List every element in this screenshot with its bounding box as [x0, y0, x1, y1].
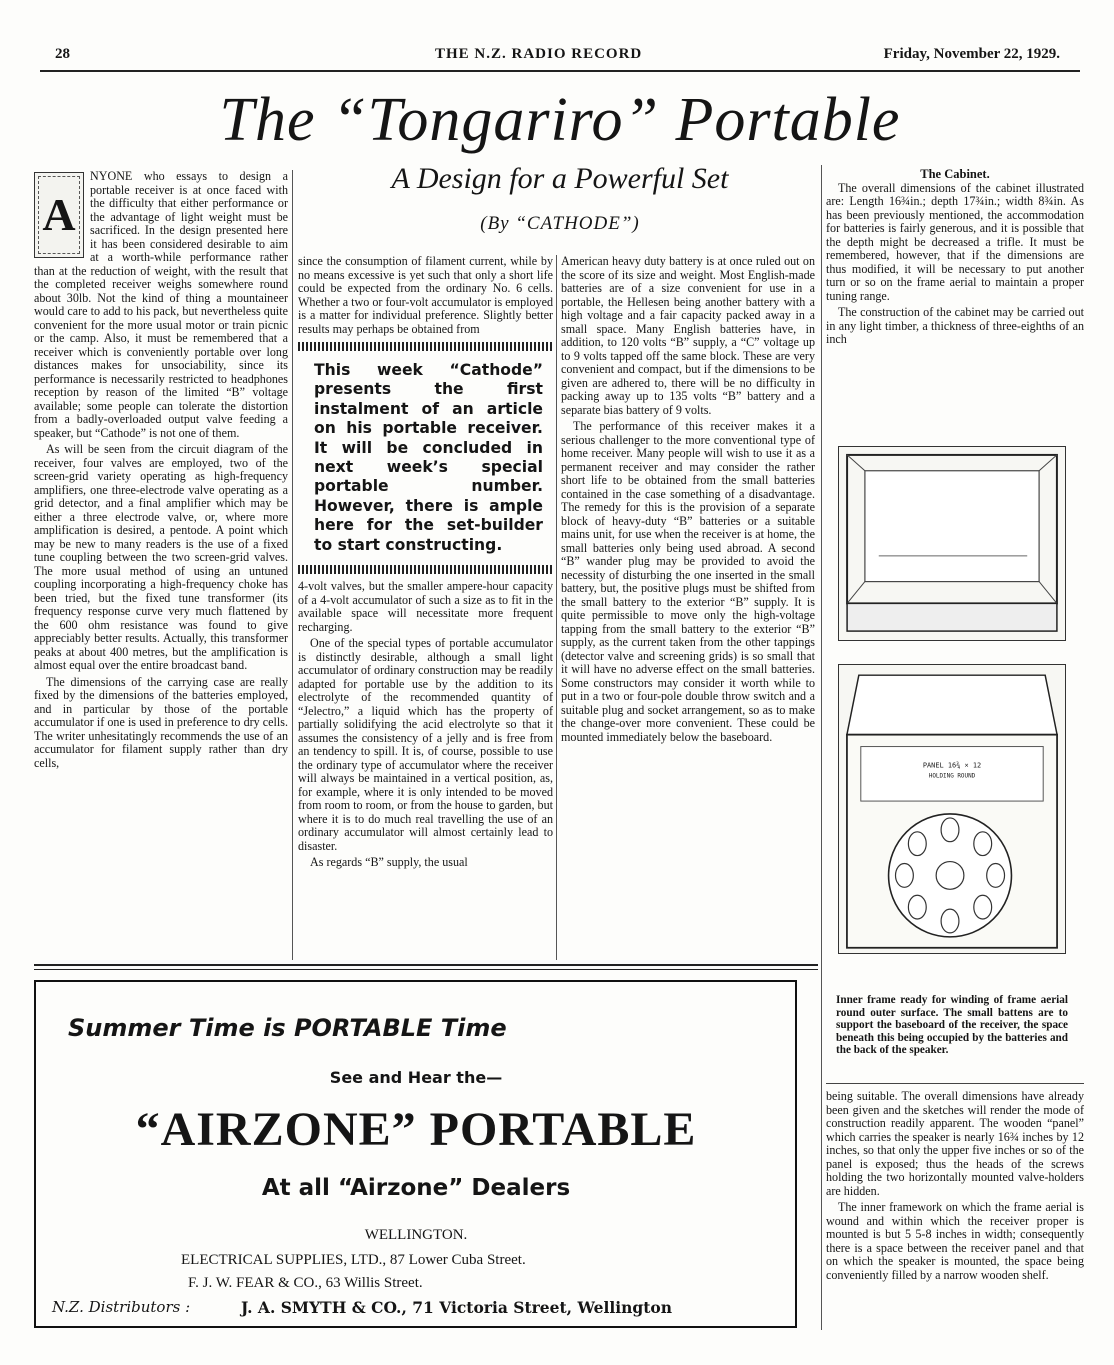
frame-inner — [865, 471, 1039, 582]
col2-paragraph: One of the special types of portable accumulator is distinctly desirable, although a small light accumulator of ordinary construction may be readily adapted for portable use by the addition to its electrolyte of the recommended quantity of “Jelectro,” a liquid which has the property of partially solidifying the acid electrolyte so that it assumes the consistency of a jelly and is free from an tendency to spill. It is, of course, possible to use the ordinary type of accumulator where the receiver will always be maintained in a vertical position, as, for example, where it is only intended to be moved from room to room, or from the house to garden, but where it is to do much real travelling the use of an ordinary accumulator will almost certainly lead to disaster. — [298, 636, 553, 853]
column-1 — [34, 170, 288, 960]
col3-paragraph: The performance of this receiver makes it a serious challenger to the more conventional type of home receiver. Many people will wish to use it as a permanent receiver and may consider the rather short life to be obtained from the small batteries contained in the case something of a disadvantage. The remedy for this is the provision of a separate block of heavy-duty “B” batteries or a suitable mains unit, for use when the receiver is at home, the small batteries only being used abroad. A second “B” wander plug may be provided to avoid the necessity of disturbing the one inserted in the small battery, but, the positive plugs must be shifted from the small battery to the exterior “B” supply. It is quite permissible to move only the high-voltage tapping from the small battery to the exterior “B” supply, as the current taken from the other tappings (detector valve and screening grids) is so small that it will have no adverse effect on the small batteries. Some constructors may consider it worth while to put in a two or four-pole double throw switch and a suitable plug and socket arrangement, so as to make the change-over more convenient. These could be mounted immediately below the baseboard. — [561, 419, 815, 744]
ad-dealer-line: ELECTRICAL SUPPLIES, LTD., 87 Lower Cuba Street. — [181, 1252, 526, 1268]
article-end-rule — [34, 969, 818, 970]
ad-dealer-line: F. J. W. FEAR & CO., 63 Willis Street. — [188, 1275, 423, 1291]
issue-date: Friday, November 22, 1929. — [883, 46, 1060, 62]
panel-label: HOLDING ROUND — [928, 772, 976, 780]
masthead-rule — [40, 70, 1080, 72]
ad-city: WELLINGTON. — [364, 1227, 468, 1243]
column-4-bottom — [826, 1090, 1084, 1335]
ad-dealers: At all “Airzone” Dealers — [261, 1175, 571, 1201]
col1-paragraph: As will be seen from the circuit diagram of the receiver, four valves are employed, two of the screen-grid variety operating as high-frequency amplifiers, one three-electrode valve operating as a grid detector, and a final amplifier which may be either a three electrode valve, or, where more amplification is desired, a pentode. A point which may be new to many readers is the use of a fixed tune coupling between the two screen-grid valves. The more usual method of using an untuned coupling incorporating a high-frequency choke has been tried, but the fixed tune transformer (its frequency response curve very much flattened by the 600 ohm resistance was found to give appreciably better results. Actually, this transformer peaks at about 400 metres, but the amplification is almost equal over the entire broadcast band. — [34, 442, 288, 672]
frame-edge — [847, 582, 865, 604]
dotted-rule — [298, 342, 553, 351]
dotted-rule — [298, 565, 553, 574]
col4-paragraph: The construction of the cabinet may be carried out in any light timber, a thickness of three-eighths of an inch — [826, 305, 1084, 346]
dropcap-letter: A — [42, 189, 76, 241]
dropcap-ornament — [34, 172, 84, 258]
article-end-rule — [34, 964, 818, 966]
article-title: The “Tongariro” Portable — [219, 86, 901, 154]
lid — [847, 675, 1057, 734]
figure-speaker-panel — [838, 664, 1066, 954]
article-subtitle: A Design for a Powerful Set — [391, 162, 729, 195]
speaker-grille — [889, 814, 1012, 937]
column-3 — [561, 255, 815, 960]
col2-paragraph: As regards “B” supply, the usual — [310, 855, 468, 870]
caption-rule — [826, 1083, 1084, 1084]
publication-name: THE N.Z. RADIO RECORD — [435, 46, 643, 62]
masthead — [40, 44, 1080, 68]
col3-paragraph: American heavy duty battery is at once ruled out on the score of its size and weight. Most English-made batteries are of a size convenient for use in a portable, the Hellesen being another battery with a high voltage and a fair capacity packed away in a small space. Many English batteries have, in addition, to 120 volts “B” supply, a “C” voltage up to 9 volts tapped off the same block. These are very convenient and compact, but if the dimensions to be given are adhered to, there will be no difficulty in packing away up to 135 volts “B” battery and a separate bias battery of 9 volts. — [561, 254, 815, 417]
ad-see-and-hear: See and Hear the— — [329, 1068, 503, 1087]
frame-edge — [847, 455, 865, 471]
ad-distributors-label: N.Z. Distributors : — [52, 1298, 191, 1316]
figure-caption: Inner frame ready for winding of frame aerial round outer surface. The small battens are to support the baseboard of the receiver, the space beneath this being occupied by the batteries and the back of the speaker. — [836, 994, 1068, 1057]
frame-edge — [1039, 582, 1057, 604]
ad-product-name: “AIRZONE” PORTABLE — [135, 1103, 697, 1156]
col2-paragraph: 4-volt valves, but the smaller ampere-hour capacity of a 4-volt accumulator of such a size as to fit in the available space will necessitate more frequent recharging. — [298, 579, 553, 634]
column-rule — [821, 165, 822, 1330]
article-byline: (By “CATHODE”) — [480, 213, 640, 234]
panel-label: PANEL 16¾ × 12 — [922, 761, 982, 770]
col1-paragraph: NYONE who essays to design a portable receiver is at once faced with the difficulty that either performance or the advantage of light weight must be sacrificed. In the design presented here it has been considered desirable to aim at a worth-while performance rather than at the reduction of weight, with the result that the completed receiver weighs somewhere round about 30lb. Not the kind of thing a mountaineer would care to add to his pack, but nevertheless quite convenient for the more usual motor or train picnic or the camp. Also, it must be remembered that a receiver which is conveniently portable over long distances makes for unsociability, since its performance is necessarily restricted to headphones reception by reason of the limited “B” voltage available; some people can tolerate the distortion from a badly-overloaded output valve feeding a speaker, but “Cathode” is not one of them. — [34, 169, 288, 440]
frame-base — [847, 603, 1057, 631]
column-rule — [292, 170, 293, 960]
column-2 — [298, 255, 553, 960]
editor-note: This week “Cathode” presents the first instalment of an article on his portable receiver. It will be concluded in next week’s special portable number. However, there is ample here for the set-builder to start constructing. — [314, 361, 543, 554]
col2-paragraph: since the consumption of filament current, while by no means excessive is yet such that only a short life could be expected from the ordinary No. 6 cells. Whether a two or four-volt accumulator is employed is a matter for individual preference. Slightly better results may perhaps be obtained from — [298, 254, 553, 336]
cabinet-heading: The Cabinet. — [920, 167, 990, 181]
ad-headline: Summer Time is PORTABLE Time — [68, 1014, 507, 1042]
figure-cabinet-frame — [838, 446, 1066, 641]
column-rule — [556, 255, 557, 960]
column-4-top — [826, 168, 1084, 413]
airzone-advertisement — [34, 980, 797, 1328]
ad-distributor: J. A. SMYTH & CO., 71 Victoria Street, Wellington — [241, 1298, 673, 1317]
col1-paragraph: The dimensions of the carrying case are really fixed by the dimensions of the batteries employed, and in particular by those of the portable accumulator if one is used in preference to dry cells. The writer unhesitatingly recommends the use of an accumulator for filament supply rather than dry cells, — [34, 674, 288, 770]
page-number: 28 — [55, 46, 70, 62]
col4-paragraph: The inner framework on which the frame aerial is wound and within which the receiver proper is mounted is but 5 5-8 inches in width; consequently there is a space between the receiver panel and that on which the speaker is mounted, the space being conveniently filled by a narrow wooden shelf. — [826, 1200, 1084, 1282]
col4-paragraph: The overall dimensions of the cabinet illustrated are: Length 16¾in.; depth 17¾in.; width 8¾in. As has been previously mentioned, the accommodation for batteries is fairly generous, and it is possible that the depth might be decreased a trifle. It must be remembered, however, that if the dimensions are thus modified, it will be necessary to put another turn or so on the frame aerial to maintain a proper tuning range. — [826, 180, 1084, 303]
dropcap-border — [38, 176, 80, 254]
col4-paragraph: being suitable. The overall dimensions have already been given and the sketches will render the mode of construction readily apparent. The wooden “panel” which carries the speaker is nearly 16¾ inches by 12 inches, so that only the upper five inches or so of the panel is exposed; thus the heads of the screws holding the two horizontally mounted valve-holders are hidden. — [826, 1089, 1084, 1198]
frame-edge — [1039, 455, 1057, 471]
